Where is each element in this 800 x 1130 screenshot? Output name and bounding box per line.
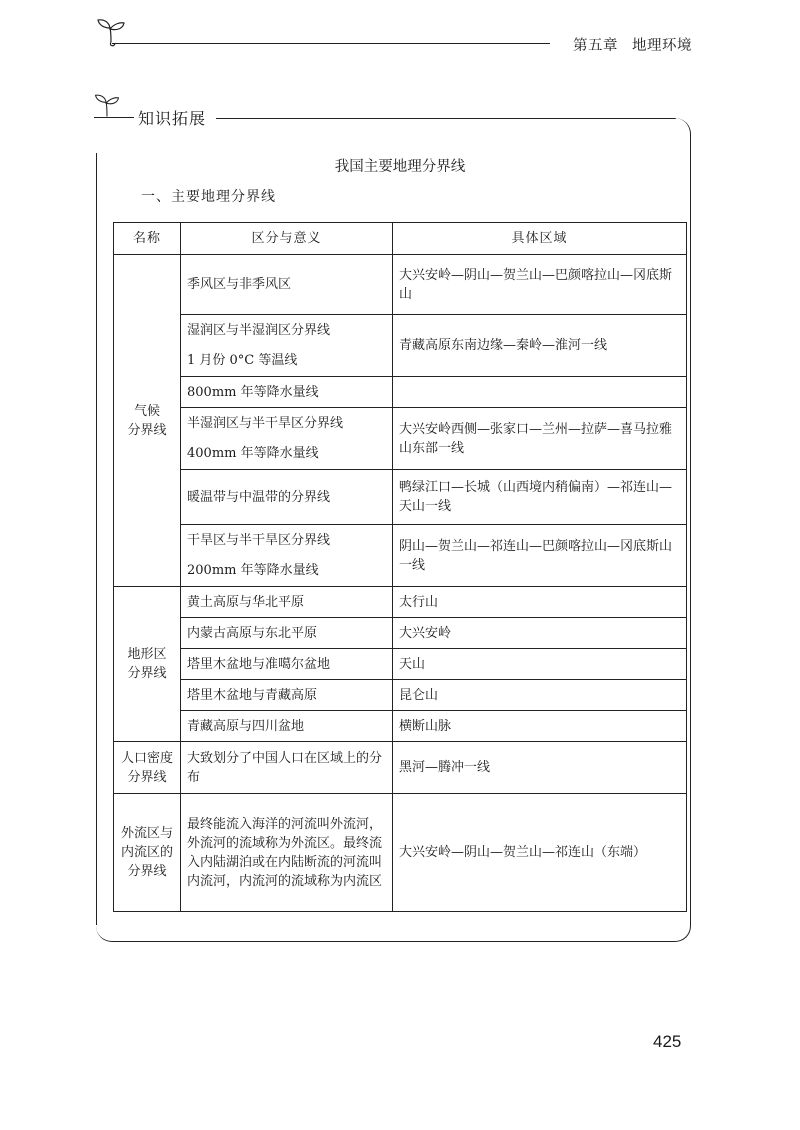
meaning-cell: 200mm 年等降水量线 xyxy=(181,556,393,587)
meaning-cell: 黄土高原与华北平原 xyxy=(181,587,393,618)
table-row xyxy=(114,470,687,525)
category-terrain: 地形区 分界线 xyxy=(114,587,181,742)
region-cell: 阴山—贺兰山—祁连山—巴颜喀拉山—冈底斯山一线 xyxy=(393,525,687,587)
table-row xyxy=(114,587,687,618)
meaning-cell: 季风区与非季风区 xyxy=(181,255,393,315)
meaning-cell: 干旱区与半干旱区分界线 xyxy=(181,525,393,556)
table-header-row xyxy=(114,223,687,255)
meaning-cell: 内蒙古高原与东北平原 xyxy=(181,618,393,649)
meaning-cell: 1 月份 0°C 等温线 xyxy=(181,346,393,377)
table-row xyxy=(114,649,687,680)
region-cell-empty xyxy=(393,377,687,408)
category-drainage: 外流区与 内流区的 分界线 xyxy=(114,794,181,912)
meaning-cell: 800mm 年等降水量线 xyxy=(181,377,393,408)
topic-label: 地理环境 xyxy=(632,38,692,54)
meaning-cell: 最终能流入海洋的河流叫外流河，外流河的流域称为外流区。最终流入内陆湖泊或在内陆断流的河流叫内流河，内流河的流域称为内流区 xyxy=(181,794,393,912)
header-meaning: 区分与意义 xyxy=(181,223,393,255)
meaning-cell: 塔里木盆地与青藏高原 xyxy=(181,680,393,711)
header-name: 名称 xyxy=(114,223,181,255)
page-number: 425 xyxy=(653,1032,682,1051)
table-row xyxy=(114,618,687,649)
section-subtitle: 一、主要地理分界线 xyxy=(141,189,276,205)
meaning-cell: 暖温带与中温带的分界线 xyxy=(181,470,393,525)
region-cell: 黑河—腾冲一线 xyxy=(393,742,687,794)
table-row xyxy=(114,315,687,346)
region-cell: 大兴安岭 xyxy=(393,618,687,649)
region-cell: 大兴安岭西侧—张家口—兰州—拉萨—喜马拉雅山东部一线 xyxy=(393,408,687,470)
table-row xyxy=(114,408,687,439)
meaning-cell: 湿润区与半湿润区分界线 xyxy=(181,315,393,346)
table-row xyxy=(114,794,687,912)
sprout-icon xyxy=(92,90,122,120)
region-cell: 天山 xyxy=(393,649,687,680)
table-row xyxy=(114,255,687,315)
region-cell: 大兴安岭—阴山—贺兰山—祁连山（东端） xyxy=(393,794,687,912)
document-title: 我国主要地理分界线 xyxy=(334,159,466,175)
meaning-cell: 半湿润区与半干旱区分界线 xyxy=(181,408,393,439)
meaning-cell: 大致划分了中国人口在区域上的分布 xyxy=(181,742,393,794)
header-region: 具体区域 xyxy=(393,223,687,255)
region-cell: 太行山 xyxy=(393,587,687,618)
region-cell: 青藏高原东南边缘—秦岭—淮河一线 xyxy=(393,315,687,377)
section-label: 知识拓展 xyxy=(138,109,207,128)
region-cell: 昆仑山 xyxy=(393,680,687,711)
region-cell: 大兴安岭—阴山—贺兰山—巴颜喀拉山—冈底斯山 xyxy=(393,255,687,315)
table-row xyxy=(114,742,687,794)
region-cell: 鸭绿江口—长城（山西境内稍偏南）—祁连山—天山一线 xyxy=(393,470,687,525)
region-cell: 横断山脉 xyxy=(393,711,687,742)
boundary-table xyxy=(113,222,687,912)
table-row xyxy=(114,680,687,711)
category-climate: 气候 分界线 xyxy=(114,255,181,587)
header-rule xyxy=(112,43,550,44)
table-row xyxy=(114,711,687,742)
table-row xyxy=(114,525,687,556)
meaning-cell: 塔里木盆地与准噶尔盆地 xyxy=(181,649,393,680)
table-row xyxy=(114,377,687,408)
meaning-cell: 青藏高原与四川盆地 xyxy=(181,711,393,742)
category-population: 人口密度 分界线 xyxy=(114,742,181,794)
running-header xyxy=(573,34,692,55)
chapter-label: 第五章 xyxy=(573,38,618,54)
meaning-cell: 400mm 年等降水量线 xyxy=(181,439,393,470)
